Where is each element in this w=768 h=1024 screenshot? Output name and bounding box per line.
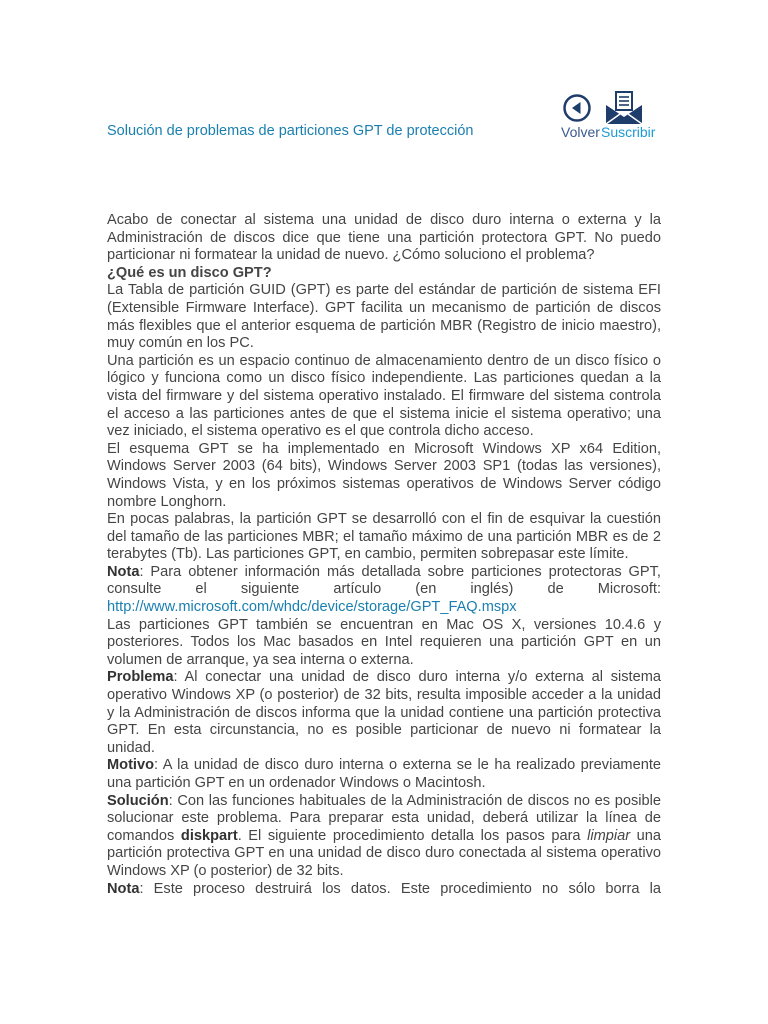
note-label-2: Nota — [107, 880, 140, 897]
section-heading-gpt: ¿Qué es un disco GPT? — [107, 264, 272, 281]
paragraph-gpt-definition: La Tabla de partición GUID (GPT) es parte del estándar de partición de sistema EFI (Extensible Firmware Interface). GPT facilita un mecanismo de partición de discos más flexibles que el anterior esquema de partición MBR (Registro de inicio maestro), muy común en los PC. — [107, 282, 661, 352]
paragraph-partition-definition: Una partición es un espacio continuo de almacenamiento dentro de un disco físico o lógico y funciona como un disco físico independiente. Las particiones quedan a la vista del firmware y del sistema operativo instalado. El firmware del sistema controla el acceso a las particiones antes de que el sistema inicie el sistema operativo; una vez iniciado, el sistema operativo es el que controla dicho acceso. — [107, 352, 661, 440]
solution-emphasis: limpiar — [587, 827, 631, 844]
cause-text: : A la unidad de disco duro interna o externa se le ha realizado previamente una partición GPT en un ordenador Windows o Macintosh. — [107, 757, 661, 791]
note-text-2: : Este proceso destruirá los datos. Este procedimiento no sólo borra la — [139, 880, 661, 897]
paragraph-gpt-implementation: El esquema GPT se ha implementado en Microsoft Windows XP x64 Edition, Windows Server 2003 (64 bits), Windows Server 2003 SP1 (todas las versiones), Windows Vista, y en los próximos sistemas operativos de Windows Server código nombre Longhorn. — [107, 440, 661, 510]
paragraph-mac-os: Las particiones GPT también se encuentran en Mac OS X, versiones 10.4.6 y posteriores. Todos los Mac basados en Intel requieren una partición GPT en un volumen de arranque, ya sea interna o externa. — [107, 616, 661, 668]
problem-text: : Al conectar una unidad de disco duro interna y/o externa al sistema operativo Windows XP (o posterior) de 32 bits, resulta imposible acceder a la unidad y la Administración de discos informa que la unidad contiene una partición protectiva GPT. En esta circunstancia, no es posible particionar de nuevo ni formatear la unidad. — [107, 669, 661, 756]
note-label: Nota — [107, 563, 140, 580]
solution-paragraph — [107, 793, 661, 881]
solution-label: Solución — [107, 792, 169, 809]
page-title: Solución de problemas de particiones GPT de protección — [107, 123, 474, 139]
solution-text-3: una partición protectiva GPT en una unidad de disco duro conectada al sistema operativo Windows XP (o posterior) de 32 bits. — [107, 827, 662, 879]
back-link[interactable]: Volver — [561, 124, 600, 140]
diskpart-command: diskpart — [180, 827, 238, 844]
solution-text-1: : Con las funciones habituales de la Administración de discos no es posible solucionar este problema. Para preparar esta unidad, deberá utilizar la línea de comandos — [107, 792, 661, 844]
microsoft-gpt-faq-link[interactable]: http://www.microsoft.com/whdc/device/storage/GPT_FAQ.mspx — [107, 599, 517, 616]
note-paragraph-1 — [107, 564, 661, 617]
article-body — [107, 212, 661, 898]
cause-label: Motivo — [107, 757, 155, 774]
paragraph-intro: Acabo de conectar al sistema una unidad de disco duro interna o externa y la Administración de discos dice que tiene una partición protectora GPT. No puedo particionar ni formatear la unidad de nuevo. ¿Cómo soluciono el problema? — [107, 212, 661, 264]
document-envelope-icon[interactable] — [604, 90, 644, 126]
note-text: : Para obtener información más detallada sobre particiones protectoras GPT, consulte el siguiente artículo (en inglés) de Microsoft: — [107, 563, 661, 598]
circle-left-arrow-icon[interactable] — [562, 93, 592, 123]
subscribe-link[interactable]: Suscribir — [601, 124, 656, 140]
problem-paragraph — [107, 669, 661, 757]
solution-text-2: . El siguiente procedimiento detalla los pasos para — [237, 827, 588, 844]
note-paragraph-2 — [107, 881, 661, 899]
paragraph-gpt-purpose: En pocas palabras, la partición GPT se desarrolló con el fin de esquivar la cuestión del tamaño de las particiones MBR; el tamaño máximo de una partición MBR es de 2 terabytes (Tb). Las particiones GPT, en cambio, permiten sobrepasar este límite. — [107, 511, 661, 563]
cause-paragraph — [107, 757, 661, 792]
problem-label: Problema — [107, 669, 174, 686]
